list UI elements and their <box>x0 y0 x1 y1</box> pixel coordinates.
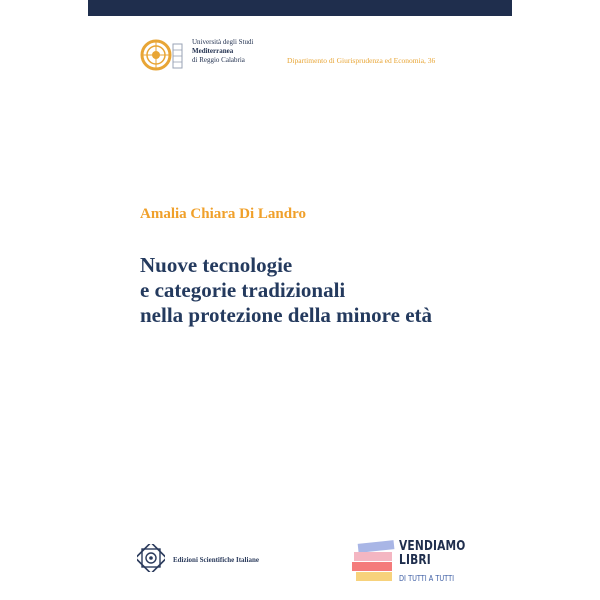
university-line-3: di Reggio Calabria <box>192 56 245 64</box>
title-line-2: e categorie tradizionali <box>140 278 346 302</box>
stacked-books-icon <box>350 538 396 586</box>
university-seal-icon <box>140 34 188 76</box>
university-name <box>192 38 253 65</box>
badge-line-1: VENDIAMO <box>399 539 466 554</box>
cover-top-bar <box>88 0 512 16</box>
book-title <box>140 253 432 328</box>
university-line-2: Mediterranea <box>192 47 234 55</box>
publisher-name: Edizioni Scientifiche Italiane <box>173 556 259 564</box>
badge-tagline: DI TUTTI A TUTTI <box>399 574 455 583</box>
title-line-1: Nuove tecnologie <box>140 253 293 277</box>
badge-line-2: LIBRI <box>399 553 431 568</box>
badge-wordmark <box>399 540 480 568</box>
university-line-1: Università degli Studi <box>192 38 254 46</box>
title-line-3: nella protezione della minore età <box>140 303 433 327</box>
series-label: Dipartimento di Giurisprudenza ed Economia, 36 <box>287 56 436 65</box>
publisher-emblem-icon <box>137 544 165 572</box>
author-name: Amalia Chiara Di Landro <box>140 206 306 222</box>
